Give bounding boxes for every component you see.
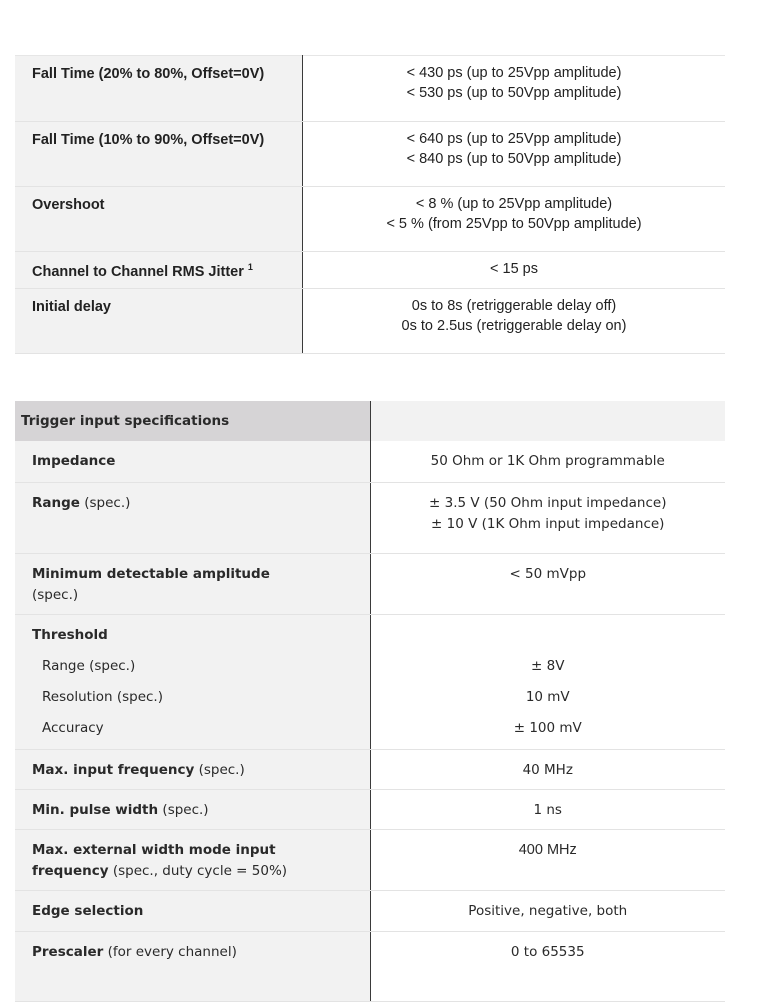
section-title: Trigger input specifications: [15, 401, 370, 441]
spec-value: [303, 122, 726, 187]
spec-label: Initial delay: [15, 289, 303, 354]
spec-label: Min. pulse width (spec.): [15, 789, 370, 829]
spec-value-line: < 5 % (from 25Vpp to 50Vpp amplitude): [386, 216, 642, 232]
spec-value: 10 mV: [525, 688, 570, 705]
spec-value: [303, 252, 726, 289]
table-row: [15, 122, 725, 187]
table-row: [15, 482, 725, 553]
table-row: [15, 441, 725, 482]
spec-label: Edge selection: [15, 890, 370, 931]
spec-value: 0 to 65535: [510, 943, 585, 960]
spec-value: 1 ns: [533, 801, 562, 818]
footnote-marker: 1: [247, 262, 253, 272]
output-spec-table: [15, 55, 725, 354]
spec-label: Channel to Channel RMS Jitter $^1$: [15, 252, 303, 289]
spec-value: [303, 187, 726, 252]
table-row: [15, 252, 725, 289]
table-row: [15, 614, 725, 749]
spec-label: Threshold Range (spec.) Resolution (spec.) Accuracy: [15, 614, 370, 749]
table-row: [15, 56, 725, 122]
spec-value: ± 3.5 V (50 Ohm input impedance): [429, 494, 667, 511]
spec-value-line: < 15 ps: [490, 261, 538, 277]
table-row: [15, 890, 725, 931]
spec-value: ± 8V: [531, 657, 565, 674]
table-row: [15, 789, 725, 829]
spec-value: ± 10 V (1K Ohm input impedance): [431, 515, 665, 532]
spec-label: Range (spec.): [15, 482, 370, 553]
trigger-spec-table: [15, 401, 725, 1002]
spec-value-line: < 530 ps (up to 50Vpp amplitude): [406, 85, 622, 101]
spec-value: < 50 mVpp: [509, 565, 587, 582]
spec-label: Fall Time (20% to 80%, Offset=0V): [15, 56, 303, 122]
table-row: [15, 289, 725, 354]
spec-label: Max. input frequency (spec.): [15, 749, 370, 789]
spec-value: [303, 289, 726, 354]
spec-label: Max. external width mode input frequency (spec., duty cycle = 50%): [15, 829, 370, 890]
spec-value-line: < 640 ps (up to 25Vpp amplitude): [406, 131, 622, 147]
spec-value: 40 MHz: [522, 761, 573, 778]
spec-label: Minimum detectable amplitude (spec.): [15, 553, 370, 614]
spec-value: ± 100 mV: [513, 719, 582, 736]
spec-label: Fall Time (10% to 90%, Offset=0V): [15, 122, 303, 187]
spec-value: 400 MHz: [518, 841, 577, 858]
table-row: [15, 553, 725, 614]
spec-label: Overshoot: [15, 187, 303, 252]
spec-value: [303, 56, 726, 122]
table-header-row: [15, 401, 725, 441]
spec-value: 50 Ohm or 1K Ohm programmable: [430, 453, 665, 469]
table-row: [15, 829, 725, 890]
spec-value-line: 0s to 2.5us (retriggerable delay on): [401, 318, 627, 334]
spec-value-line: < 8 % (up to 25Vpp amplitude): [415, 196, 613, 212]
table-row: [15, 749, 725, 789]
table-row: [15, 187, 725, 252]
spec-value-line: < 430 ps (up to 25Vpp amplitude): [406, 65, 622, 81]
spec-value-line: 0s to 8s (retriggerable delay off): [411, 298, 617, 314]
spec-label: Prescaler (for every channel): [15, 931, 370, 1001]
spec-value-line: < 840 ps (up to 50Vpp amplitude): [406, 151, 622, 167]
table-row: [15, 931, 725, 1001]
spec-label: Impedance: [15, 441, 370, 482]
spec-value: Positive, negative, both: [468, 902, 628, 919]
